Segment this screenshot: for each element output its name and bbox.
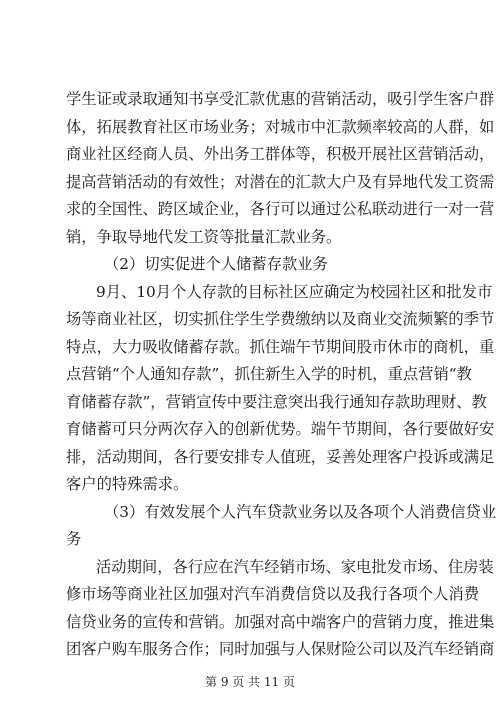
text-line: 场等商业社区，切实抓住学生学费缴纳以及商业交流频繁的季节 xyxy=(66,310,495,328)
text-line: 销，争取导地代发工资等批量汇款业务。 xyxy=(66,227,342,246)
text-line: 育储蓄存款”，营销宣传中要注意突出我行通知存款助理财、教 xyxy=(66,392,487,411)
text-line: 学生证或录取通知书享受汇款优惠的营销活动，吸引学生客户群 xyxy=(66,90,495,108)
text-line: 育储蓄可只分两次存入的创新优势。端午节期间，各行要做好安 xyxy=(66,420,495,438)
text-line: 客户的特殊需求。 xyxy=(66,475,189,493)
text-line: 团客户购车服务合作；同时加强与人保财险公司以及汽车经销商 xyxy=(66,640,495,658)
heading-line: （2）切实促进个人储蓄存款业务 xyxy=(104,255,328,273)
section-heading xyxy=(66,251,434,279)
text-line: 信贷业务的宣传和营销。加强对高中端客户的营销力度，推进集 xyxy=(66,612,495,631)
text-line: 特点，大力吸收储蓄存款。抓住端午节期间股市休市的商机，重 xyxy=(66,337,495,356)
text-line: 商业社区经商人员、外出务工群体等，积极开展社区营销活动， xyxy=(66,145,495,163)
text-line: 排，活动期间，各行要安排专人值班，妥善处理客户投诉或满足 xyxy=(66,447,495,466)
paragraph xyxy=(66,554,495,664)
heading-line: （3）有效发展个人汽车贷款业务以及各项个人消费信贷业 xyxy=(104,502,497,521)
document-body xyxy=(66,86,497,664)
paragraph xyxy=(66,279,495,499)
page-footer xyxy=(0,674,500,690)
text-line: 9月、10月个人存款的目标社区应确定为校园社区和批发市 xyxy=(96,282,493,301)
text-line: 修市场等商业社区加强对汽车消费信贷以及我行各项个人消费 xyxy=(66,585,480,603)
text-line: 体，拓展教育社区市场业务；对城市中汇款频率较高的人群，如 xyxy=(66,117,495,136)
heading-line: 务 xyxy=(66,530,82,548)
text-line: 提高营销活动的有效性；对潜在的汇款大户及有异地代发工资需 xyxy=(66,172,495,191)
text-line: 求的全国性、跨区域企业，各行可以通过公私联动进行一对一营 xyxy=(66,200,495,218)
section-heading xyxy=(66,499,497,554)
text-line: 点营销“个人通知存款”，抓住新生入学的时机，重点营销“教 xyxy=(66,365,472,383)
page-number-label: 第 9 页 共 11 页 xyxy=(205,675,295,689)
text-line: 活动期间，各行应在汽车经销市场、家电批发市场、住房装 xyxy=(96,557,494,576)
paragraph xyxy=(66,86,495,251)
